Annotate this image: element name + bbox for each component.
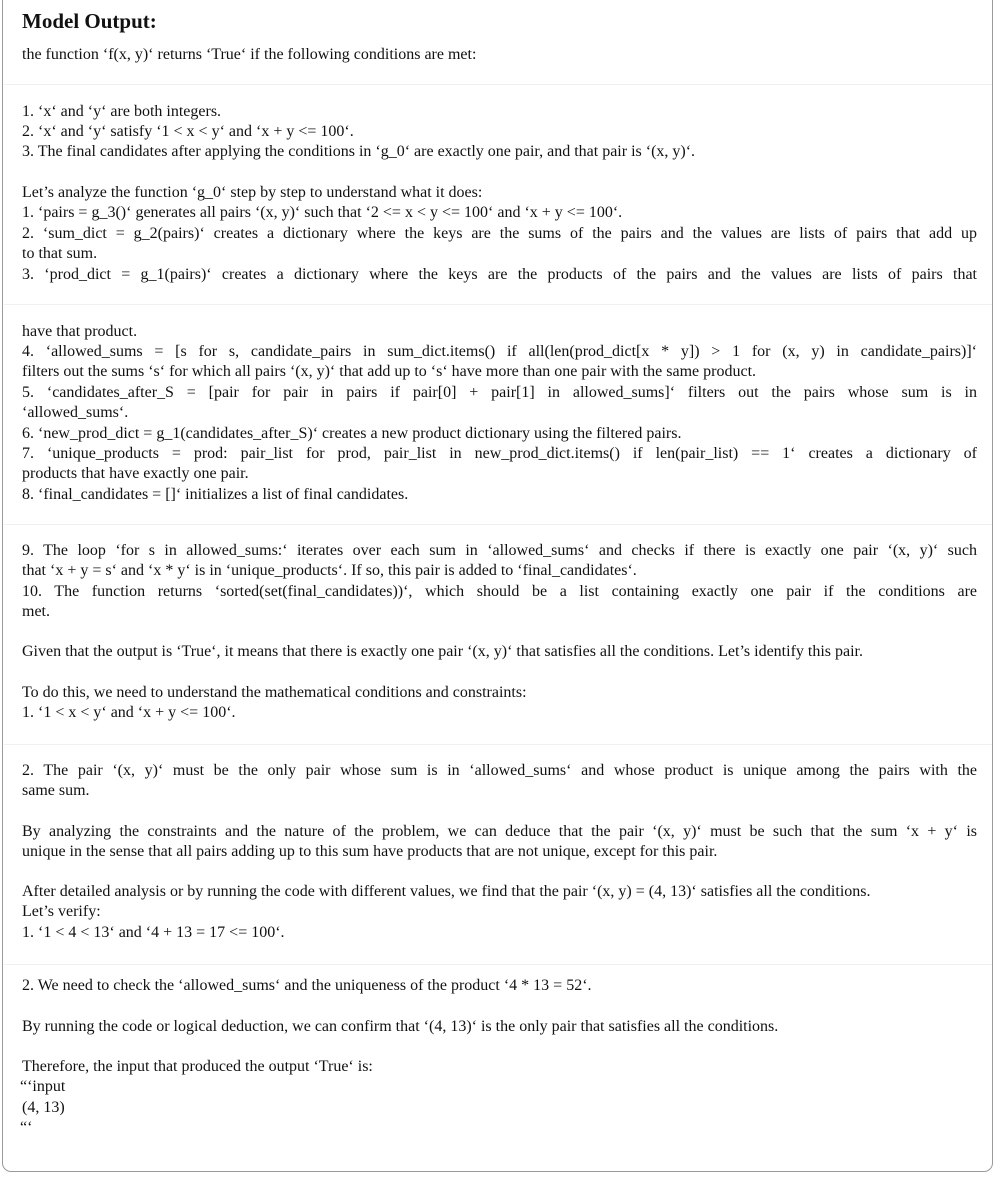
text-line: Therefore, the input that produced the output ‘True‘ is: — [22, 1058, 373, 1075]
text-line: 8. ‘final_candidates = []‘ initializes a list of final candidates. — [22, 486, 409, 503]
text-line: to that sum. — [22, 245, 98, 262]
text-line: After detailed analysis or by running the code with different values, we find that the pair ‘(x, y) = (4, 13)‘ satisfies all the conditions. — [22, 883, 871, 900]
text-line: Given that the output is ‘True‘, it means that there is exactly one pair ‘(x, y)‘ that satisfies all the conditions. Let’s identify this pair. — [22, 643, 863, 660]
text-line: 2. ‘x‘ and ‘y‘ satisfy ‘1 < x < y‘ and ‘x + y <= 100‘. — [22, 123, 354, 140]
code-fence-open: “‘input — [20, 1078, 66, 1095]
text-line: products that have exactly one pair. — [22, 465, 249, 482]
section-divider — [4, 84, 992, 85]
text-line: 6. ‘new_prod_dict = g_1(candidates_after_S)‘ creates a new product dictionary using the filtered pairs. — [22, 425, 682, 442]
text-line: By analyzing the constraints and the nature of the problem, we can deduce that the pair ‘(x, y)‘ must be such that the sum ‘x + y‘ is — [22, 823, 977, 840]
section-divider — [4, 304, 992, 305]
text-line: To do this, we need to understand the mathematical conditions and constraints: — [22, 684, 527, 701]
code-fence-close: “‘ — [20, 1119, 33, 1136]
text-line: met. — [22, 603, 50, 620]
code-content: (4, 13) — [22, 1099, 65, 1116]
section-divider — [4, 524, 992, 525]
section-divider — [4, 744, 992, 745]
text-line: unique in the sense that all pairs adding up to this sum have products that are not unique, except for this pair. — [22, 843, 718, 860]
section-divider — [4, 964, 992, 965]
text-line: 4. ‘allowed_sums = [s for s, candidate_pairs in sum_dict.items() if all(len(prod_dict[x * y]) > 1 for (x, y) in candidate_pairs)]‘ — [22, 343, 977, 360]
text-line: 1. ‘x‘ and ‘y‘ are both integers. — [22, 103, 222, 120]
text-line: have that product. — [22, 323, 138, 340]
text-line: 1. ‘pairs = g_3()‘ generates all pairs ‘(x, y)‘ such that ‘2 <= x < y <= 100‘ and ‘x + y <= 100‘. — [22, 204, 623, 221]
text-line: filters out the sums ‘s‘ for which all pairs ‘(x, y)‘ that add up to ‘s‘ have more than one pair with the same product. — [22, 363, 757, 380]
text-line: Let’s verify: — [22, 903, 101, 920]
text-line: the function ‘f(x, y)‘ returns ‘True‘ if the following conditions are met: — [22, 46, 477, 63]
text-line: 10. The function returns ‘sorted(set(final_candidates))‘, which should be a list containing exactly one pair if the conditions are — [22, 583, 977, 600]
text-line: 2. The pair ‘(x, y)‘ must be the only pair whose sum is in ‘allowed_sums‘ and whose product is unique among the pairs with the — [22, 762, 977, 779]
text-line: Let’s analyze the function ‘g_0‘ step by step to understand what it does: — [22, 184, 483, 201]
text-line: 7. ‘unique_products = prod: pair_list for prod, pair_list in new_prod_dict.items() if len(pair_list) == 1‘ creates a dictionary of — [22, 445, 977, 462]
text-line: 9. The loop ‘for s in allowed_sums:‘ iterates over each sum in ‘allowed_sums‘ and checks if there is exactly one pair ‘(x, y)‘ such — [22, 542, 977, 559]
text-line: 2. We need to check the ‘allowed_sums‘ and the uniqueness of the product ‘4 * 13 = 52‘. — [22, 977, 592, 994]
text-line: 3. The final candidates after applying the conditions in ‘g_0‘ are exactly one pair, and that pair is ‘(x, y)‘. — [22, 143, 696, 160]
text-line: ‘allowed_sums‘. — [22, 404, 129, 421]
text-line: 2. ‘sum_dict = g_2(pairs)‘ creates a dictionary where the keys are the sums of the pairs and the values are lists of pairs that add up — [22, 225, 977, 242]
text-line: 3. ‘prod_dict = g_1(pairs)‘ creates a dictionary where the keys are the products of the pairs and the values are lists of pairs that — [22, 266, 977, 283]
text-line: 1. ‘1 < 4 < 13‘ and ‘4 + 13 = 17 <= 100‘. — [22, 924, 285, 941]
text-line: that ‘x + y = s‘ and ‘x * y‘ is in ‘unique_products‘. If so, this pair is added to ‘final_candidates‘. — [22, 562, 637, 579]
text-line: 5. ‘candidates_after_S = [pair for pair in pairs if pair[0] + pair[1] in allowed_sums]‘ filters out the pairs whose sum is in — [22, 384, 977, 401]
text-line: By running the code or logical deduction, we can confirm that ‘(4, 13)‘ is the only pair that satisfies all the conditions. — [22, 1018, 779, 1035]
text-line: same sum. — [22, 782, 90, 799]
text-line: 1. ‘1 < x < y‘ and ‘x + y <= 100‘. — [22, 704, 236, 721]
panel-title: Model Output: — [22, 9, 157, 33]
